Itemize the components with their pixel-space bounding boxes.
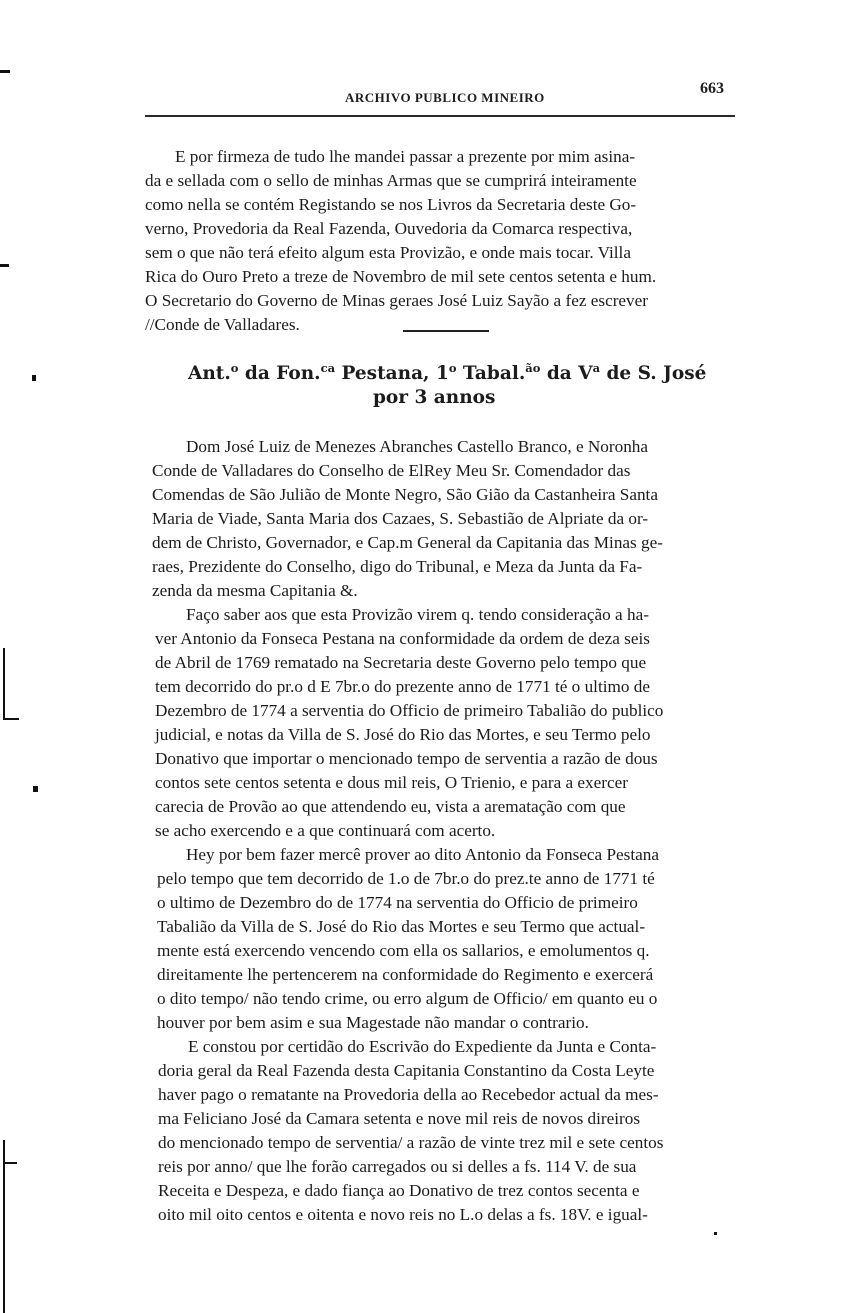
body-line: ver Antonio da Fonseca Pestana na conformidade da ordem de deza seis xyxy=(155,629,650,648)
body-line: E constou por certidão do Escrivão do Expediente da Junta e Conta- xyxy=(188,1037,657,1056)
body-line: Tabalião da Villa de S. José do Rio das Mortes e seu Termo que actual- xyxy=(157,917,646,936)
body-line: judicial, e notas da Villa de S. José do Rio das Mortes, e seu Termo pelo xyxy=(155,725,651,744)
body-line: raes, Prezidente do Conselho, digo do Tribunal, e Meza da Junta da Fa- xyxy=(152,557,643,576)
margin-mark xyxy=(32,375,36,381)
body-line: houver por bem asim e sua Magestade não mandar o contrario. xyxy=(157,1013,589,1032)
margin-mark xyxy=(3,718,19,720)
header-rule xyxy=(145,115,735,117)
margin-mark xyxy=(3,648,5,720)
margin-mark xyxy=(33,786,38,792)
body-line: pelo tempo que tem decorrido de 1.o de 7br.o do prez.te anno de 1771 té xyxy=(157,869,655,888)
margin-mark xyxy=(714,1232,717,1235)
body-line: zenda da mesma Capitania &. xyxy=(152,581,358,600)
body-line: Donativo que importar o mencionado tempo de serventia a razão de dous xyxy=(155,749,658,768)
page-number: 663 xyxy=(700,80,724,97)
body-line: Dom José Luiz de Menezes Abranches Castello Branco, e Noronha xyxy=(186,437,649,456)
body-line: Faço saber aos que esta Provizão virem q. tendo consideração a ha- xyxy=(186,605,649,624)
margin-mark xyxy=(3,1140,5,1313)
body-line: Comendas de São Julião de Monte Negro, São Gião da Castanheira Santa xyxy=(152,485,658,504)
intro-line: E por firmeza de tudo lhe mandei passar a prezente por mim asina- xyxy=(175,147,636,166)
margin-mark xyxy=(0,70,10,73)
body-line: o ultimo de Dezembro do de 1774 na serventia do Officio de primeiro xyxy=(157,893,638,912)
body-line: Hey por bem fazer mercê prover ao dito Antonio da Fonseca Pestana xyxy=(186,845,659,864)
intro-line: Rica do Ouro Preto a treze de Novembro de mil sete centos setenta e hum. xyxy=(145,267,657,286)
body-line: tem decorrido do pr.o d E 7br.o do prezente anno de 1771 té o ultimo de xyxy=(155,677,650,696)
body-line: haver pago o rematante na Provedoria della ao Recebedor actual da mes- xyxy=(158,1085,659,1104)
body-line: dem de Christo, Governador, e Cap.m General da Capitania das Minas ge- xyxy=(152,533,663,552)
running-header: ARCHIVO PUBLICO MINEIRO xyxy=(345,90,545,105)
body-line: Receita e Despeza, e dado fiança ao Donativo de trez contos secenta e xyxy=(158,1181,640,1200)
intro-line: sem o que não terá efeito algum esta Provizão, e onde mais tocar. Villa xyxy=(145,243,631,262)
body-line: o dito tempo/ não tendo crime, ou erro algum de Officio/ em quanto eu o xyxy=(157,989,658,1008)
intro-line: //Conde de Valladares. xyxy=(145,315,300,334)
intro-line: O Secretario do Governo de Minas geraes José Luiz Sayão a fez escrever xyxy=(145,291,649,310)
body-line: contos sete centos setenta e dous mil reis, O Trienio, e para a exercer xyxy=(155,773,628,792)
body-line: Maria de Viade, Santa Maria dos Cazaes, S. Sebastião de Alpriate da or- xyxy=(152,509,649,528)
body-line: Conde de Valladares do Conselho de ElRey Meu Sr. Comendador das xyxy=(152,461,631,480)
section-separator xyxy=(403,330,489,332)
body-line: direitamente lhe pertencerem na conformidade do Regimento e exercerá xyxy=(157,965,654,984)
body-line: doria geral da Real Fazenda desta Capitania Constantino da Costa Leyte xyxy=(158,1061,655,1080)
body-line: ma Feliciano José da Camara setenta e nove mil reis de novos direiros xyxy=(158,1109,641,1128)
margin-mark xyxy=(0,264,9,267)
body-line: Dezembro de 1774 a serventia do Officio de primeiro Tabalião do publico xyxy=(155,701,664,720)
margin-mark xyxy=(3,1162,17,1164)
body-line: oito mil oito centos e oitenta e novo reis no L.o delas a fs. 18V. e igual- xyxy=(158,1205,648,1224)
body-line: reis por anno/ que lhe forão carregados ou si delles a fs. 114 V. de sua xyxy=(158,1157,637,1176)
body-line: carecia de Provão ao que attendendo eu, vista a arematação com que xyxy=(155,797,626,816)
intro-line: verno, Provedoria da Real Fazenda, Ouvedoria da Comarca respectiva, xyxy=(145,219,633,238)
intro-line: como nella se contém Registando se nos Livros da Secretaria deste Go- xyxy=(145,195,637,214)
section-heading: Ant.$^o$ da Fon.$^{ca}$ Pestana, 1$^o$ Tabal.$^{ão}$ da $V^a$ de S. José xyxy=(188,360,707,384)
section-heading-subtitle: por 3 annos xyxy=(373,387,496,408)
body-line: se acho exercendo e a que continuará com acerto. xyxy=(155,821,496,840)
body-line: do mencionado tempo de serventia/ a razão de vinte trez mil e sete centos xyxy=(158,1133,664,1152)
intro-line: da e sellada com o sello de minhas Armas que se cumprirá inteiramente xyxy=(145,171,637,190)
body-line: mente está exercendo vencendo com ella os sallarios, e emolumentos q. xyxy=(157,941,650,960)
body-line: de Abril de 1769 rematado na Secretaria deste Governo pelo tempo que xyxy=(155,653,647,672)
